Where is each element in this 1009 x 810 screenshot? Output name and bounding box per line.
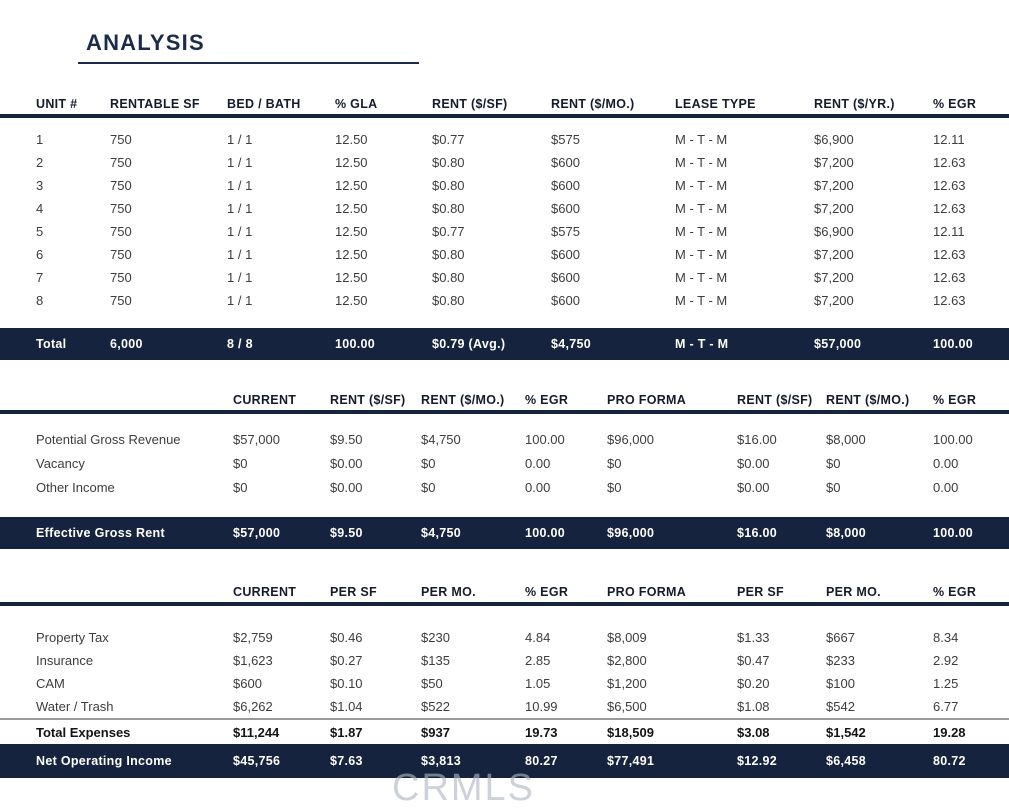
table-cell: 4 [36, 201, 44, 216]
expense-table [0, 582, 1009, 778]
table-cell: 1 [36, 132, 44, 147]
table-cell: $18,509 [607, 724, 654, 740]
table-cell: 1 / 1 [227, 293, 253, 308]
table-cell: PRO FORMA [607, 585, 687, 599]
table-cell: $575 [551, 132, 580, 147]
table-cell: $7,200 [814, 247, 854, 262]
table-cell: $1.33 [737, 630, 770, 645]
table-cell: 0.00 [525, 479, 551, 495]
title-underline [78, 62, 419, 64]
table-cell: $8,000 [826, 526, 867, 540]
table-cell: $3.08 [737, 724, 770, 740]
table-cell: 7 [36, 270, 44, 285]
table-cell: $0.80 [432, 155, 465, 170]
table-cell: RENTABLE SF [110, 97, 200, 111]
table-cell: 3 [36, 178, 44, 193]
table-cell: $0.47 [737, 653, 770, 668]
table-cell: $600 [551, 178, 580, 193]
table-cell: $0.20 [737, 676, 770, 691]
table-cell: 12.50 [335, 293, 368, 308]
table-cell: RENT ($/SF) [432, 97, 508, 111]
table-cell: $542 [826, 699, 855, 714]
table-cell: $0 [233, 479, 248, 495]
table-cell: $1.04 [330, 699, 363, 714]
table-cell: $57,000 [233, 526, 281, 540]
table-cell: $230 [421, 630, 450, 645]
table-cell: $16.00 [737, 431, 777, 447]
table-cell: $0.80 [432, 270, 465, 285]
table-cell: 12.63 [933, 293, 966, 308]
table-cell: 12.11 [933, 224, 965, 239]
table-cell: $0 [607, 455, 622, 471]
table-cell: $0.77 [432, 132, 465, 147]
table-cell: $0 [421, 479, 436, 495]
table-cell: $4,750 [421, 526, 462, 540]
crmls-watermark: CRMLS [392, 767, 536, 809]
table-cell: 12.63 [933, 270, 966, 285]
table-row [0, 266, 1009, 289]
income-table-header-row [0, 390, 1009, 410]
table-cell: $0.80 [432, 247, 465, 262]
table-row [0, 128, 1009, 151]
table-cell: Vacancy [36, 455, 85, 471]
table-cell: 12.50 [335, 132, 368, 147]
table-cell: 80.72 [933, 754, 966, 768]
table-cell: Insurance [36, 653, 94, 668]
table-cell: 1 / 1 [227, 155, 253, 170]
table-cell: 750 [110, 247, 132, 262]
table-cell: $0 [826, 479, 841, 495]
table-cell: 5 [36, 224, 44, 239]
table-cell: BED / BATH [227, 97, 301, 111]
table-cell: 80.27 [525, 754, 558, 768]
table-cell: RENT ($/SF) [330, 393, 406, 407]
table-cell: M - T - M [675, 337, 729, 351]
table-cell: $3,813 [421, 754, 462, 768]
table-cell: $45,756 [233, 754, 281, 768]
table-cell: M - T - M [675, 224, 728, 239]
table-cell: $600 [551, 293, 580, 308]
table-cell: RENT ($/YR.) [814, 97, 895, 111]
table-cell: 750 [110, 178, 132, 193]
table-cell: $135 [421, 653, 450, 668]
table-cell: Other Income [36, 479, 115, 495]
table-cell: Property Tax [36, 630, 109, 645]
table-cell: $8,009 [607, 630, 647, 645]
table-row [0, 289, 1009, 312]
table-cell: 6.77 [933, 699, 959, 714]
table-cell: 100.00 [525, 431, 565, 447]
table-cell: $600 [551, 270, 580, 285]
table-cell: $0.27 [330, 653, 363, 668]
table-cell: $57,000 [233, 431, 280, 447]
table-cell: RENT ($/SF) [737, 393, 813, 407]
table-cell: $100 [826, 676, 855, 691]
table-cell: $7.63 [330, 754, 363, 768]
table-cell: 1 / 1 [227, 270, 253, 285]
table-cell: 2.85 [525, 653, 551, 668]
table-cell: 12.50 [335, 247, 368, 262]
unit-table-total-row [0, 328, 1009, 360]
table-cell: $0 [826, 455, 841, 471]
table-cell: $96,000 [607, 431, 654, 447]
table-cell: $0 [607, 479, 622, 495]
table-cell: $1,542 [826, 724, 866, 740]
table-cell: 100.00 [933, 431, 973, 447]
table-cell: 8.34 [933, 630, 959, 645]
table-row [0, 174, 1009, 197]
table-cell: M - T - M [675, 247, 728, 262]
table-cell: $6,900 [814, 224, 854, 239]
table-cell: $11,244 [233, 724, 280, 740]
table-cell: 1 / 1 [227, 247, 253, 262]
table-cell: 12.63 [933, 247, 966, 262]
table-cell: PER MO. [421, 585, 476, 599]
table-cell: % EGR [525, 393, 569, 407]
table-cell: 12.63 [933, 155, 966, 170]
divider-rule [0, 602, 1009, 606]
table-cell: $9.50 [330, 431, 363, 447]
table-cell: M - T - M [675, 178, 728, 193]
table-cell: $1,200 [607, 676, 647, 691]
table-cell: 12.50 [335, 224, 368, 239]
table-cell: 12.50 [335, 201, 368, 216]
table-cell: 12.63 [933, 201, 966, 216]
table-cell: $0.00 [737, 479, 770, 495]
table-cell: $7,200 [814, 201, 854, 216]
total-expenses-row [0, 720, 1009, 744]
table-cell: $7,200 [814, 270, 854, 285]
table-cell: LEASE TYPE [675, 97, 756, 111]
table-cell: $96,000 [607, 526, 655, 540]
table-cell: $0.80 [432, 293, 465, 308]
table-cell: $9.50 [330, 526, 363, 540]
table-cell: $937 [421, 724, 450, 740]
table-cell: $0.80 [432, 201, 465, 216]
table-cell: 1 / 1 [227, 132, 253, 147]
table-cell: 750 [110, 293, 132, 308]
table-cell: CAM [36, 676, 65, 691]
table-cell: Total Expenses [36, 724, 131, 740]
table-cell: $575 [551, 224, 580, 239]
table-row [0, 451, 1009, 475]
table-cell: 6,000 [110, 337, 143, 351]
table-cell: UNIT # [36, 97, 78, 111]
effective-gross-rent-row [0, 517, 1009, 549]
table-cell: CURRENT [233, 585, 297, 599]
table-cell: $12.92 [737, 754, 778, 768]
table-cell: $6,900 [814, 132, 854, 147]
table-cell: $0.00 [330, 455, 363, 471]
table-cell: $57,000 [814, 337, 862, 351]
table-cell: $600 [551, 247, 580, 262]
table-row [0, 243, 1009, 266]
table-cell: $1,623 [233, 653, 273, 668]
table-cell: $0.77 [432, 224, 465, 239]
table-cell: $7,200 [814, 178, 854, 193]
table-cell: RENT ($/MO.) [551, 97, 635, 111]
table-cell: 750 [110, 132, 132, 147]
table-row [0, 695, 1009, 718]
table-cell: $600 [551, 201, 580, 216]
table-cell: 6 [36, 247, 44, 262]
table-cell: $8,000 [826, 431, 866, 447]
table-cell: PER MO. [826, 585, 881, 599]
table-cell: PRO FORMA [607, 393, 687, 407]
table-cell: $600 [233, 676, 262, 691]
table-cell: Water / Trash [36, 699, 114, 714]
divider-rule [0, 114, 1009, 118]
table-cell: 19.28 [933, 724, 966, 740]
table-cell: 100.00 [335, 337, 376, 351]
table-cell: Effective Gross Rent [36, 526, 165, 540]
unit-table-body [0, 128, 1009, 312]
table-cell: % EGR [933, 393, 977, 407]
table-cell: $0 [233, 455, 248, 471]
table-cell: 1 / 1 [227, 178, 253, 193]
table-cell: 750 [110, 201, 132, 216]
table-cell: % EGR [525, 585, 569, 599]
table-cell: 12.63 [933, 178, 966, 193]
income-table [0, 390, 1009, 549]
table-cell: $600 [551, 155, 580, 170]
table-row [0, 649, 1009, 672]
table-cell: RENT ($/MO.) [421, 393, 505, 407]
table-cell: CURRENT [233, 393, 297, 407]
table-cell: PER SF [737, 585, 784, 599]
page-title: ANALYSIS [86, 30, 205, 55]
expense-table-header-row [0, 582, 1009, 602]
table-row [0, 197, 1009, 220]
table-cell: 12.50 [335, 178, 368, 193]
title-block [0, 30, 1009, 66]
divider-rule [0, 410, 1009, 414]
table-cell: Net Operating Income [36, 754, 172, 768]
table-cell: 1 / 1 [227, 201, 253, 216]
table-cell: $77,491 [607, 754, 655, 768]
table-cell: $667 [826, 630, 855, 645]
table-cell: $0.00 [330, 479, 363, 495]
table-cell: $1.87 [330, 724, 363, 740]
table-cell: % EGR [933, 585, 977, 599]
table-cell: 0.00 [525, 455, 551, 471]
table-row [0, 672, 1009, 695]
table-cell: 100.00 [933, 337, 974, 351]
table-cell: $1.08 [737, 699, 770, 714]
table-row [0, 220, 1009, 243]
table-cell: 12.50 [335, 270, 368, 285]
table-cell: $4,750 [551, 337, 592, 351]
table-cell: RENT ($/MO.) [826, 393, 910, 407]
table-cell: $6,458 [826, 754, 867, 768]
table-cell: $0.00 [737, 455, 770, 471]
table-cell: 100.00 [933, 526, 974, 540]
table-cell: $522 [421, 699, 450, 714]
table-cell: M - T - M [675, 201, 728, 216]
table-cell: 1.25 [933, 676, 959, 691]
table-cell: 8 / 8 [227, 337, 253, 351]
table-cell: 4.84 [525, 630, 551, 645]
table-cell: 2 [36, 155, 44, 170]
table-cell: 750 [110, 155, 132, 170]
table-cell: 19.73 [525, 724, 558, 740]
table-cell: $0.46 [330, 630, 363, 645]
table-cell: $0.10 [330, 676, 363, 691]
table-cell: 12.50 [335, 155, 368, 170]
table-cell: $0 [421, 455, 436, 471]
table-cell: $6,500 [607, 699, 647, 714]
unit-table-header-row [0, 94, 1009, 114]
table-cell: $7,200 [814, 293, 854, 308]
table-cell: M - T - M [675, 155, 728, 170]
expense-table-body [0, 626, 1009, 718]
table-cell: 0.00 [933, 455, 959, 471]
table-cell: PER SF [330, 585, 377, 599]
table-cell: $7,200 [814, 155, 854, 170]
table-cell: 750 [110, 224, 132, 239]
table-cell: 0.00 [933, 479, 959, 495]
table-cell: $2,759 [233, 630, 273, 645]
table-cell: 1 / 1 [227, 224, 253, 239]
table-cell: $233 [826, 653, 855, 668]
table-cell: $50 [421, 676, 443, 691]
unit-table [0, 94, 1009, 360]
table-cell: % EGR [933, 97, 977, 111]
table-cell: Total [36, 337, 67, 351]
table-row [0, 626, 1009, 649]
table-cell: 100.00 [525, 526, 566, 540]
table-cell: 8 [36, 293, 44, 308]
table-cell: $4,750 [421, 431, 461, 447]
table-cell: $2,800 [607, 653, 647, 668]
table-cell: $16.00 [737, 526, 778, 540]
table-cell: 10.99 [525, 699, 558, 714]
table-cell: M - T - M [675, 270, 728, 285]
table-row [0, 475, 1009, 499]
table-cell: 2.92 [933, 653, 959, 668]
table-cell: $6,262 [233, 699, 273, 714]
table-cell: M - T - M [675, 293, 728, 308]
table-row [0, 151, 1009, 174]
table-cell: $0.80 [432, 178, 465, 193]
table-cell: Potential Gross Revenue [36, 431, 181, 447]
table-cell: $0.79 (Avg.) [432, 337, 506, 351]
table-cell: 12.11 [933, 132, 965, 147]
table-cell: 750 [110, 270, 132, 285]
table-row [0, 427, 1009, 451]
table-cell: M - T - M [675, 132, 728, 147]
table-cell: 1.05 [525, 676, 551, 691]
table-cell: % GLA [335, 97, 378, 111]
income-table-body [0, 427, 1009, 499]
